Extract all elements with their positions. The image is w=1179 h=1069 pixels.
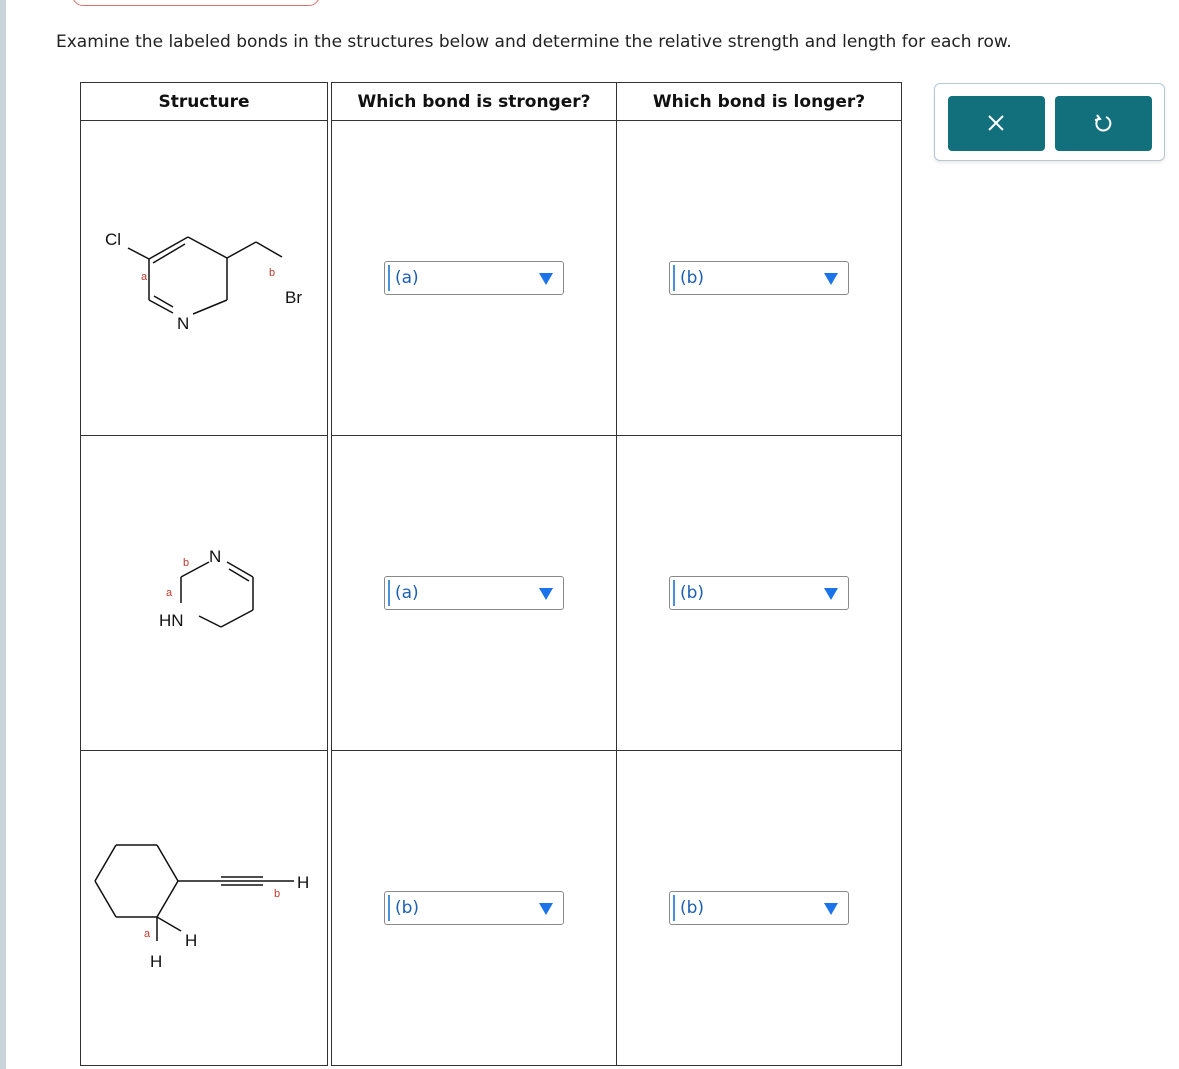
left-edge-strip (0, 0, 6, 1069)
structure-cell-1 (81, 121, 328, 436)
atom-n: N (177, 314, 190, 333)
atom-n: N (209, 547, 222, 566)
stronger-select-1[interactable] (384, 261, 564, 295)
undo-button[interactable] (1055, 96, 1152, 151)
structure-cell-2 (81, 436, 328, 751)
clear-button[interactable] (948, 96, 1045, 151)
table-row (81, 121, 902, 436)
header-structure: Structure (81, 83, 328, 121)
tool-box (934, 83, 1165, 161)
stronger-select-2[interactable] (384, 576, 564, 610)
atom-h-right: H (185, 931, 198, 950)
stronger-cell-1 (332, 121, 617, 436)
structure-cell-3 (81, 751, 328, 1066)
longer-value-3: (b) (680, 898, 705, 918)
bond-label-b: b (274, 888, 281, 900)
longer-cell-3 (617, 751, 902, 1066)
longer-value-2: (b) (680, 583, 705, 603)
longer-select-2[interactable] (669, 576, 849, 610)
chevron-down-icon (539, 273, 553, 285)
structure-cyclohexyl-alkyne (81, 751, 327, 1065)
longer-select-1[interactable] (669, 261, 849, 295)
header-stronger: Which bond is stronger? (332, 83, 617, 121)
longer-cell-1 (617, 121, 902, 436)
longer-value-1: (b) (680, 268, 705, 288)
table-header-row (81, 83, 902, 121)
bond-label-b: b (183, 557, 190, 569)
stronger-select-3[interactable] (384, 891, 564, 925)
chevron-down-icon (824, 588, 838, 600)
structure-pyridine (81, 121, 327, 435)
bond-label-b: b (269, 267, 276, 279)
table-row (81, 436, 902, 751)
stronger-value-3: (b) (395, 898, 420, 918)
stronger-cell-2 (332, 436, 617, 751)
atom-h-bottom: H (150, 952, 163, 971)
stronger-value-1: (a) (395, 268, 419, 288)
atom-hn: HN (159, 611, 184, 630)
chevron-down-icon (539, 903, 553, 915)
atom-cl: Cl (105, 230, 122, 249)
table-row (81, 751, 902, 1066)
undo-icon (1093, 113, 1113, 135)
stronger-cell-3 (332, 751, 617, 1066)
bond-label-a: a (166, 587, 173, 599)
bond-label-a: a (144, 928, 151, 940)
chevron-down-icon (824, 273, 838, 285)
question-prompt: Examine the labeled bonds in the structures below and determine the relative strength and length for each row. (56, 32, 1012, 52)
structure-tetrahydropyrimidine (81, 436, 327, 750)
header-longer: Which bond is longer? (617, 83, 902, 121)
bond-label-a: a (141, 271, 148, 283)
chevron-down-icon (824, 903, 838, 915)
top-partial-button[interactable] (72, 0, 320, 6)
chevron-down-icon (539, 588, 553, 600)
stronger-value-2: (a) (395, 583, 419, 603)
atom-br: Br (285, 288, 302, 307)
atom-h-alkyne: H (297, 873, 310, 892)
close-icon (986, 113, 1006, 133)
longer-select-3[interactable] (669, 891, 849, 925)
longer-cell-2 (617, 436, 902, 751)
answer-table (80, 82, 902, 1066)
